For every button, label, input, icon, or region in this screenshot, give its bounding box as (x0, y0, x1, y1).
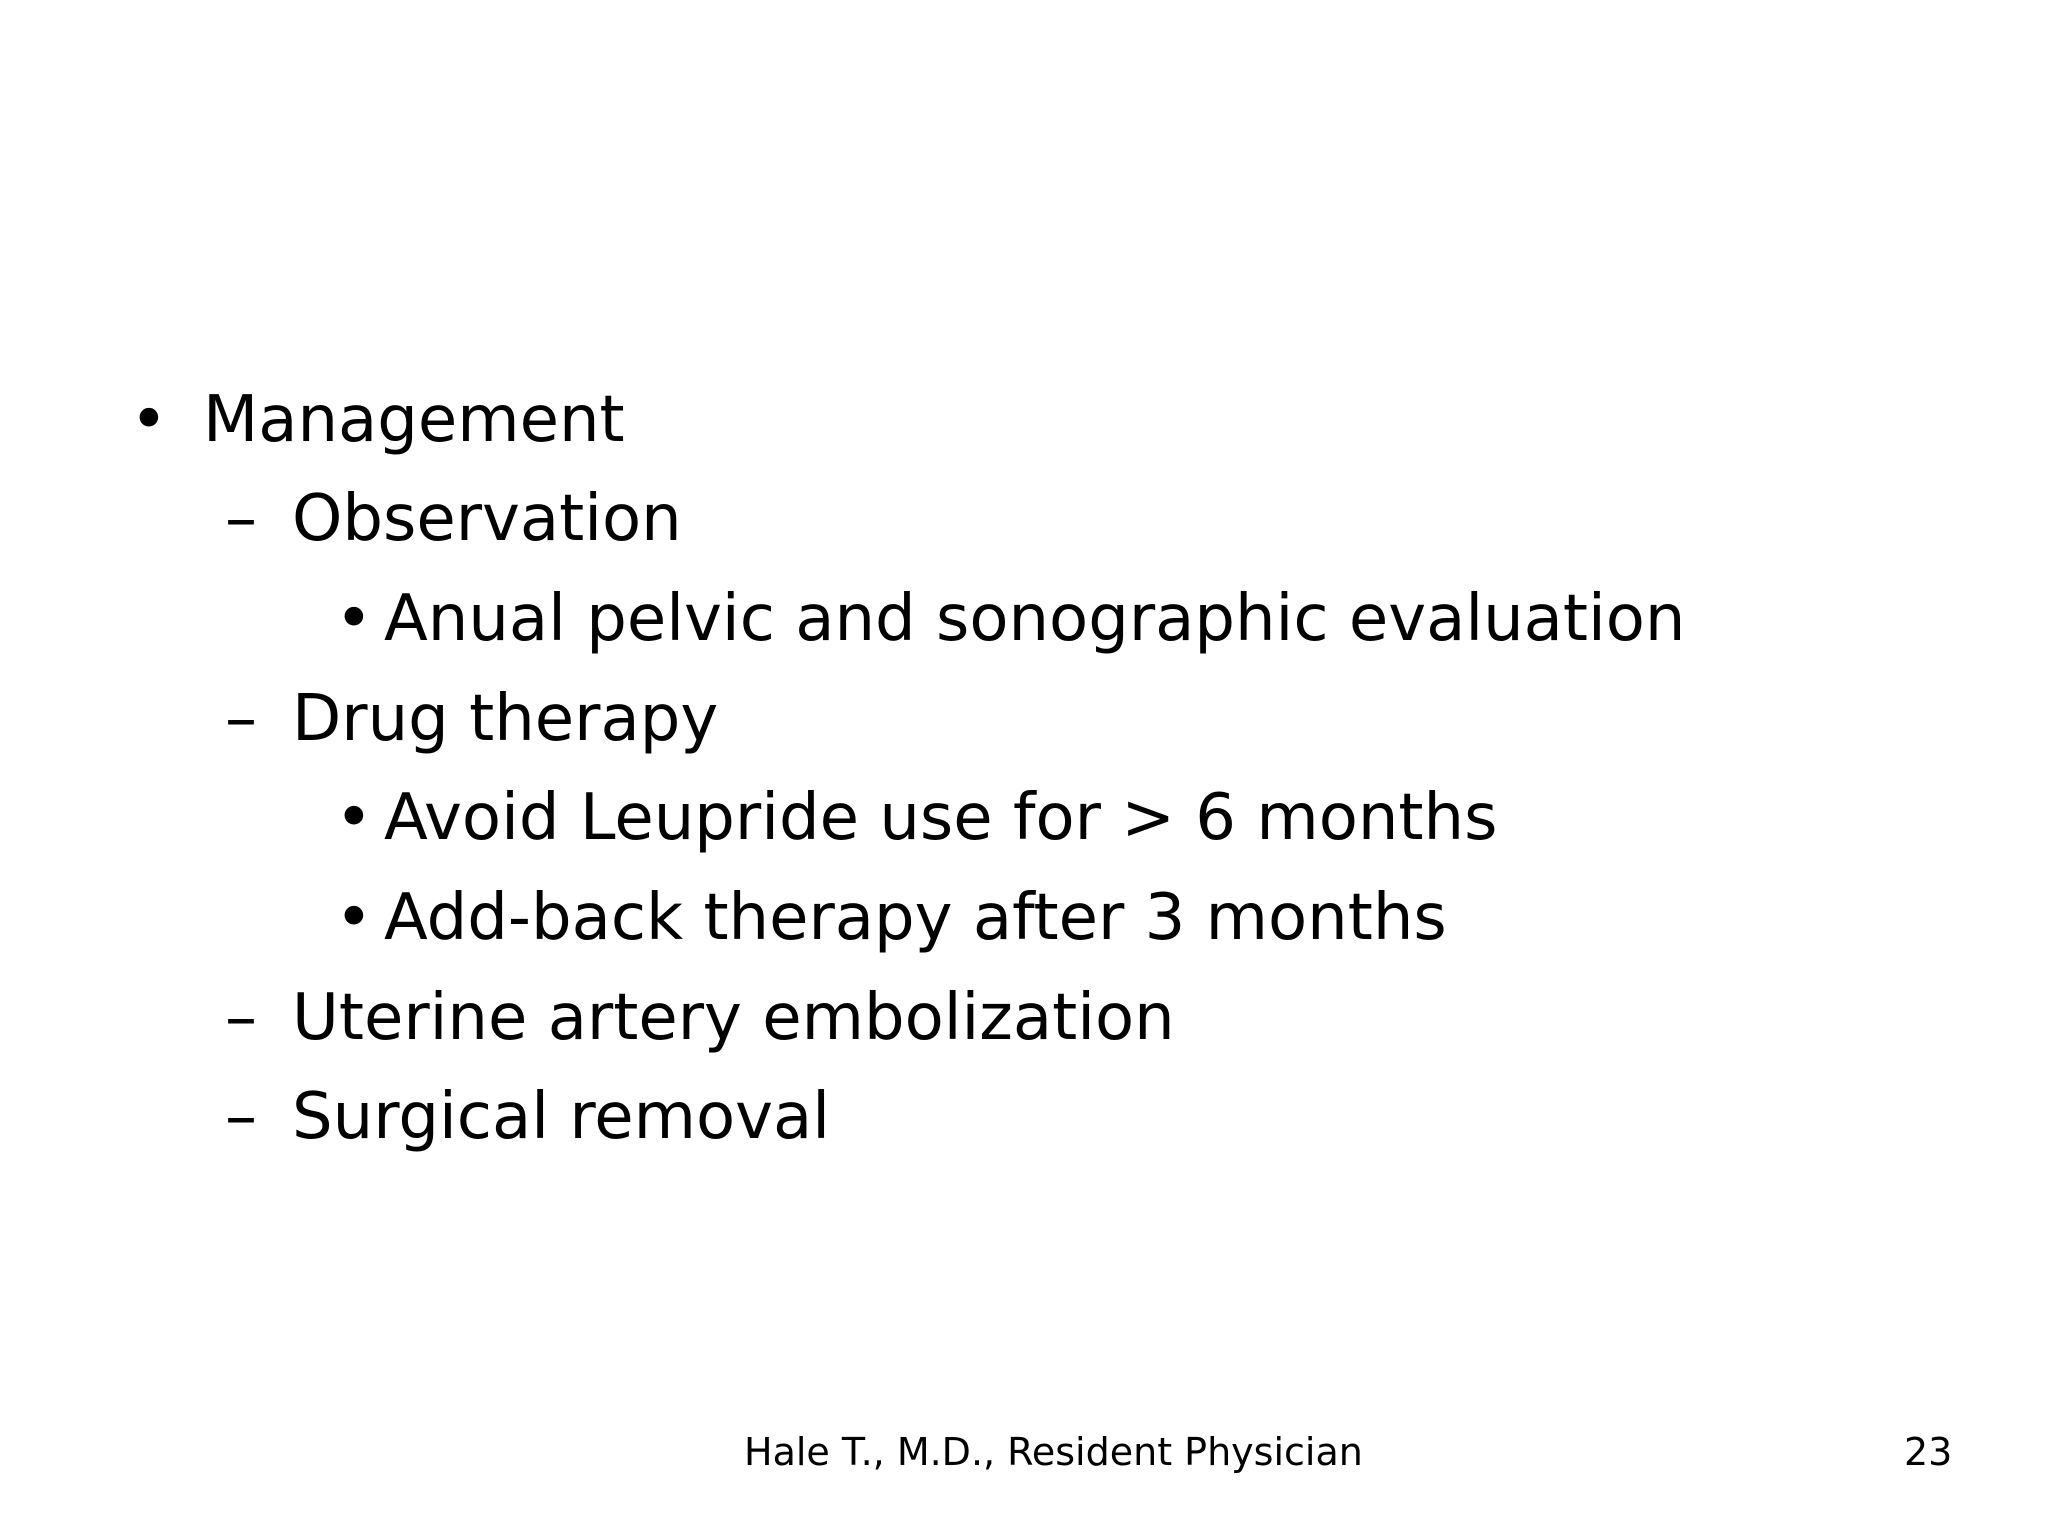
bullet-marker: • (130, 383, 168, 457)
bullet-anual-evaluation: Anual pelvic and sonographic evaluation (384, 582, 1686, 656)
bullet-uterine-artery-embolization: Uterine artery embolization (292, 981, 1175, 1055)
bullet-marker: • (335, 881, 373, 955)
bullet-observation: Observation (292, 482, 682, 556)
bullet-management: Management (203, 383, 625, 457)
bullet-drug-therapy: Drug therapy (292, 682, 719, 756)
bullet-marker: • (335, 781, 373, 855)
footer-author: Hale T., M.D., Resident Physician (744, 1430, 1363, 1474)
dash-marker: – (225, 682, 257, 756)
dash-marker: – (225, 482, 257, 556)
dash-marker: – (225, 1080, 257, 1154)
bullet-marker: • (335, 582, 373, 656)
page-number: 23 (1904, 1430, 1953, 1474)
bullet-surgical-removal: Surgical removal (292, 1080, 830, 1154)
bullet-add-back-therapy: Add-back therapy after 3 months (384, 881, 1447, 955)
dash-marker: – (225, 981, 257, 1055)
bullet-avoid-leupride: Avoid Leupride use for > 6 months (384, 781, 1498, 855)
